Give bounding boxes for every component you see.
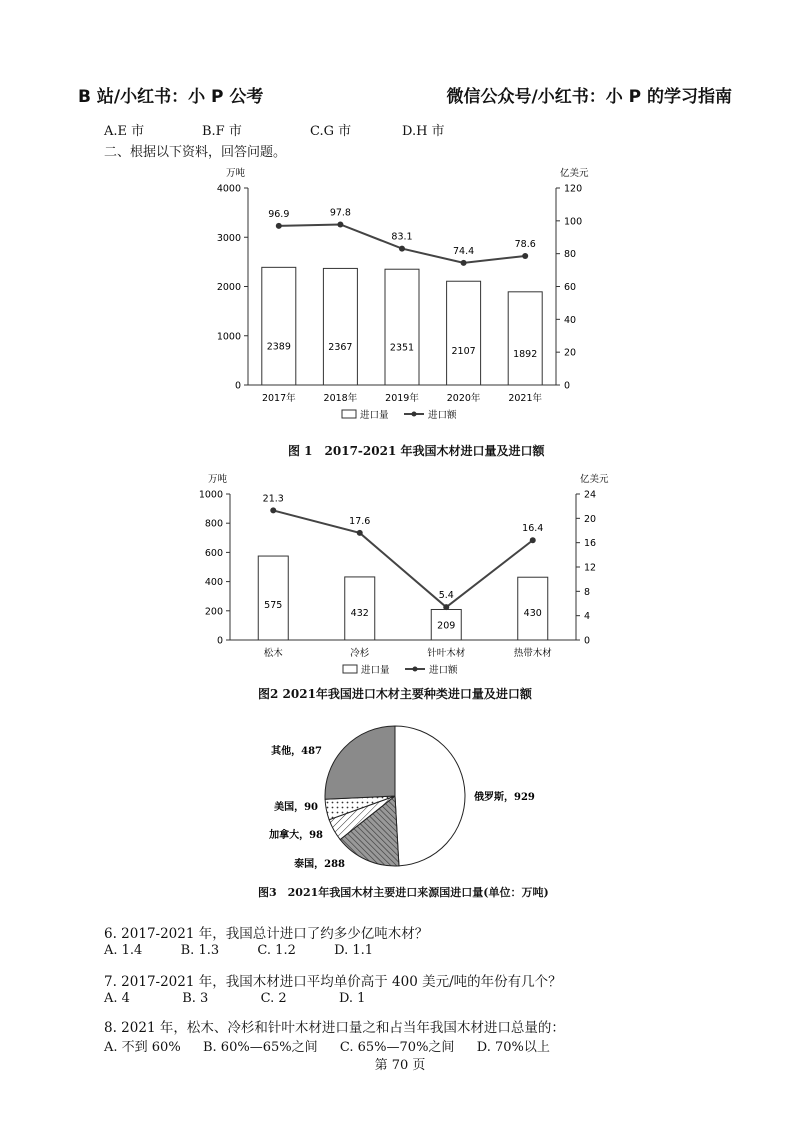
figure-1-caption: 图 1 2017-2021 年我国木材进口量及进口额	[288, 444, 545, 458]
left-tick-label: 200	[204, 606, 223, 618]
question-7-option-a: A. 4	[104, 991, 130, 1006]
pie-label-其他: 其他，487	[271, 746, 322, 757]
question-7-option-b: B. 3	[182, 991, 209, 1006]
bar-value-label: 1892	[513, 349, 538, 361]
left-axis-unit: 万吨	[226, 168, 246, 179]
bar-value-label: 2351	[389, 342, 415, 354]
bar-value-label: 430	[523, 608, 542, 620]
legend-bar-label: 进口量	[361, 665, 390, 676]
question-6-option-b: B. 1.3	[180, 943, 220, 958]
header-right: 微信公众号/小红书：小 P 的学习指南	[446, 87, 732, 107]
right-tick-label: 0	[564, 380, 571, 392]
question-7	[104, 970, 562, 1006]
figure-3-caption: 图3 2021年我国木材主要进口来源国进口量(单位：万吨)	[258, 886, 549, 899]
bar-value-label: 432	[350, 608, 369, 620]
pie-slice-俄罗斯	[395, 726, 465, 866]
line-value-label: 74.4	[453, 245, 475, 257]
line-value-label: 16.4	[522, 523, 544, 535]
question-8-option-d: D. 70%以上	[476, 1040, 550, 1055]
line-value-label: 5.4	[438, 590, 454, 602]
header-left: B 站/小红书：小 P 公考	[78, 87, 264, 107]
legend-line-label: 进口额	[429, 665, 458, 676]
question-7-stem: 7. 2017-2021 年，我国木材进口平均单价高于 400 美元/吨的年份有几个？	[104, 974, 562, 990]
right-tick-label: 120	[564, 183, 583, 195]
right-tick-label: 40	[564, 314, 577, 326]
question-6-option-d: D. 1.1	[334, 943, 374, 958]
left-tick-label: 1000	[198, 489, 223, 501]
x-category-label: 2017年	[261, 393, 296, 404]
pie-label-俄罗斯: 俄罗斯，929	[474, 792, 535, 803]
x-category-label: 2021年	[508, 393, 543, 404]
line-value-label: 21.3	[262, 493, 284, 505]
left-tick-label: 600	[204, 547, 223, 559]
x-category-label: 松木	[263, 648, 283, 659]
pie-slice-其他	[325, 726, 395, 799]
question-6	[104, 922, 428, 958]
x-category-label: 2020年	[446, 393, 481, 404]
question-6-stem: 6. 2017-2021 年，我国总计进口了约多少亿吨木材？	[104, 926, 429, 942]
line-value-label: 96.9	[268, 208, 290, 220]
x-category-label: 冷杉	[350, 648, 370, 659]
question-8-option-c: C. 65%—70%之间	[339, 1040, 455, 1055]
question-8	[104, 1016, 584, 1055]
bar-value-label: 575	[264, 600, 283, 612]
pie-label-加拿大: 加拿大，98	[269, 830, 323, 841]
left-tick-label: 0	[234, 380, 241, 392]
legend-bar-label: 进口量	[360, 410, 389, 421]
left-tick-label: 3000	[216, 232, 241, 244]
left-tick-label: 1000	[216, 331, 241, 343]
figure-2-caption: 图2 2021年我国进口木材主要种类进口量及进口额	[258, 687, 532, 701]
line-value-label: 17.6	[349, 515, 371, 527]
line-value-label: 97.8	[329, 207, 351, 219]
bar-value-label: 209	[437, 620, 456, 632]
x-category-label: 2019年	[385, 393, 419, 404]
question-6-option-a: A. 1.4	[104, 943, 143, 958]
bar-value-label: 2389	[266, 341, 291, 353]
left-tick-label: 2000	[216, 282, 241, 293]
bar-value-label: 2367	[328, 342, 353, 354]
right-axis-unit: 亿美元	[560, 168, 589, 179]
right-tick-label: 16	[584, 538, 597, 550]
line-value-label: 83.1	[391, 231, 413, 243]
bar-value-label: 2107	[451, 345, 476, 357]
left-tick-label: 400	[204, 577, 223, 589]
left-tick-label: 0	[216, 635, 223, 647]
right-tick-label: 60	[564, 282, 577, 293]
line-value-label: 78.6	[514, 238, 536, 250]
question-8-stem: 8. 2021 年，松木、冷杉和针叶木材进口量之和占当年我国木材进口总量的：	[104, 1020, 565, 1036]
right-tick-label: 100	[564, 216, 583, 228]
right-axis-unit: 亿美元	[580, 474, 609, 485]
question-7-option-c: C. 2	[260, 991, 287, 1006]
right-tick-label: 20	[564, 347, 577, 359]
question-6-option-c: C. 1.2	[257, 943, 296, 958]
question-7-option-d: D. 1	[338, 991, 366, 1006]
pie-label-美国: 美国，90	[274, 802, 318, 813]
right-tick-label: 24	[584, 489, 597, 501]
left-axis-unit: 万吨	[208, 474, 228, 485]
pie-label-泰国: 泰国，288	[294, 859, 345, 870]
left-tick-label: 800	[204, 518, 223, 530]
option-c: C.G 市	[310, 124, 352, 139]
right-tick-label: 12	[584, 562, 597, 574]
option-d: D.H 市	[402, 124, 445, 139]
right-tick-label: 0	[584, 635, 591, 647]
legend-line-label: 进口额	[428, 410, 457, 421]
question-8-option-b: B. 60%—65%之间	[202, 1040, 318, 1055]
option-a: A.E 市	[104, 124, 145, 139]
page-number: 第 70 页	[374, 1058, 426, 1073]
x-category-label: 针叶木材	[427, 648, 466, 659]
x-category-label: 热带木材	[513, 648, 552, 659]
right-tick-label: 8	[584, 586, 591, 598]
x-category-label: 2018年	[323, 393, 358, 404]
question-8-option-a: A. 不到 60%	[104, 1040, 181, 1055]
right-tick-label: 20	[584, 513, 597, 525]
right-tick-label: 80	[564, 249, 577, 261]
right-tick-label: 4	[584, 611, 591, 623]
option-b: B.F 市	[202, 124, 242, 139]
section-title: 二、根据以下资料，回答问题。	[104, 145, 287, 160]
left-tick-label: 4000	[216, 183, 241, 195]
